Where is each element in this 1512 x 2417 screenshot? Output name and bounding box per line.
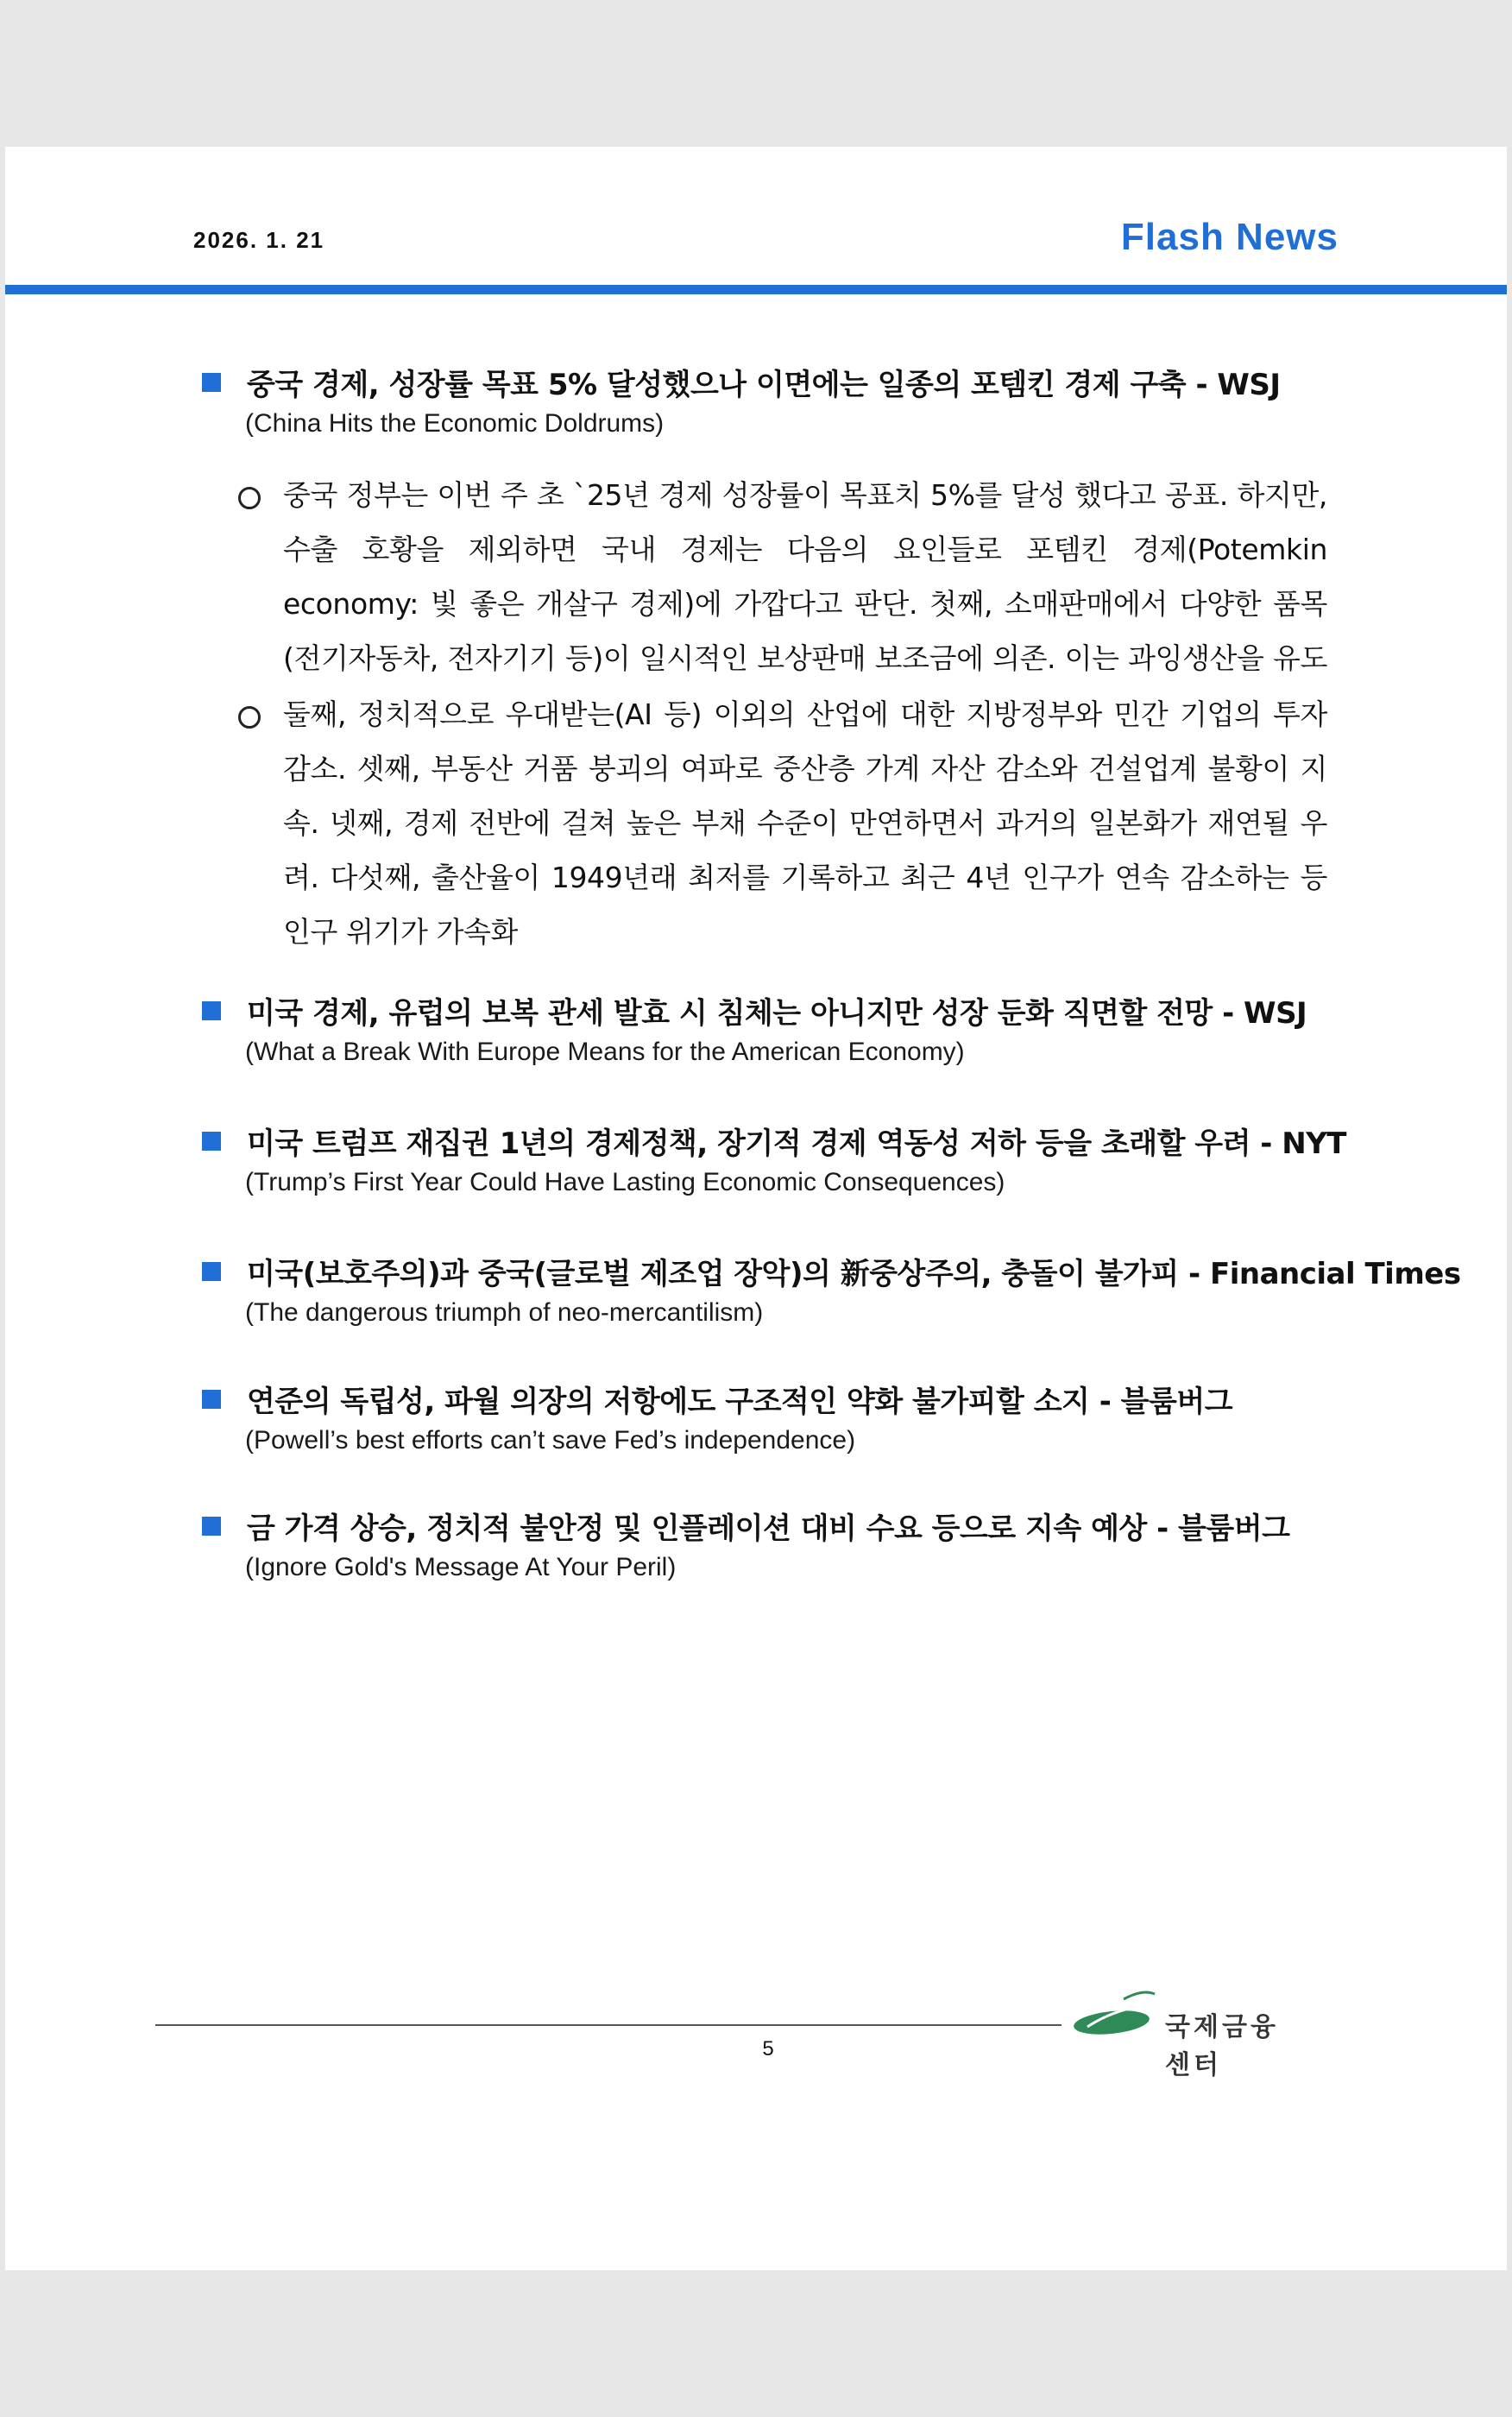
news-headline: 연준의 독립성, 파월 의장의 저항에도 구조적인 약화 불가피할 소지 - 블룸버그 (247, 1385, 1233, 1419)
header-divider (5, 285, 1507, 294)
page-number: 5 (762, 2037, 774, 2060)
news-headline: 중국 경제, 성장률 목표 5% 달성했으나 이면에는 일종의 포템킨 경제 구축 - WSJ (247, 368, 1281, 402)
kcif-logo-icon (1070, 1985, 1156, 2046)
document-page (5, 147, 1507, 2270)
news-subtitle: (Trump’s First Year Could Have Lasting Economic Consequences) (245, 1168, 1005, 1196)
news-headline: 미국 경제, 유럽의 보복 관세 발효 시 침체는 아니지만 성장 둔화 직면할 전망 - WSJ (247, 996, 1307, 1031)
news-subtitle: (The dangerous triumph of neo-mercantilism) (245, 1298, 764, 1327)
square-bullet-icon (202, 1390, 221, 1409)
news-subtitle: (What a Break With Europe Means for the American Economy) (245, 1038, 965, 1066)
paragraph-text: 둘째, 정치적으로 우대받는(AI 등) 이외의 산업에 대한 지방정부와 민간 기업의 투자 감소. 셋째, 부동산 거품 붕괴의 여파로 중산층 가계 자산 감소와 건설업계 불황이 지속. 넷째, 경제 전반에 걸쳐 높은 부채 수준이 만연하면서 과거의 일본화가 재연될 우려. 다섯째, 출산율이 1949년래 최저를 기록하고 최근 4년 인구가 연속 감소하는 등 인구 위기가 가속화 (283, 697, 1327, 949)
report-date: 2026. 1. 21 (193, 227, 325, 253)
square-bullet-icon (202, 1001, 221, 1020)
organization-logo (1070, 1985, 1295, 2080)
news-headline: 금 가격 상승, 정치적 불안정 및 인플레이션 대비 수요 등으로 지속 예상 - 블룸버그 (247, 1511, 1290, 1546)
square-bullet-icon (202, 1132, 221, 1151)
organization-name: 국제금융센터 (1165, 2012, 1279, 2080)
report-title: Flash News (1120, 216, 1339, 258)
news-subtitle: (Ignore Gold's Message At Your Peril) (245, 1553, 677, 1581)
square-bullet-icon (202, 373, 221, 392)
footer-divider (155, 2024, 1062, 2026)
news-subtitle: (China Hits the Economic Doldrums) (245, 409, 665, 438)
square-bullet-icon (202, 1262, 221, 1281)
news-subtitle: (Powell’s best efforts can’t save Fed’s independence) (245, 1426, 856, 1455)
news-headline: 미국(보호주의)과 중국(글로벌 제조업 장악)의 新중상주의, 충돌이 불가피 - Financial Times (247, 1257, 1461, 1291)
news-headline: 미국 트럼프 재집권 1년의 경제정책, 장기적 경제 역동성 저하 등을 초래할 우려 - NYT (247, 1126, 1346, 1161)
square-bullet-icon (202, 1517, 221, 1536)
paragraph-text: 중국 정부는 이번 주 초 `25년 경제 성장률이 목표치 5%를 달성 했다고 공표. 하지만, 수출 호황을 제외하면 국내 경제는 다음의 요인들로 포템킨 경제(Potemkin economy: 빛 좋은 개살구 경제)에 가깝다고 판단. 첫째, 소매판매에서 다양한 품목(전기자동차, 전자기기 등)이 일시적인 보상판매 보조금에 의존. 이는 과잉생산을 유도 (283, 478, 1327, 675)
circle-bullet-icon (238, 706, 261, 729)
circle-bullet-icon (238, 487, 261, 509)
